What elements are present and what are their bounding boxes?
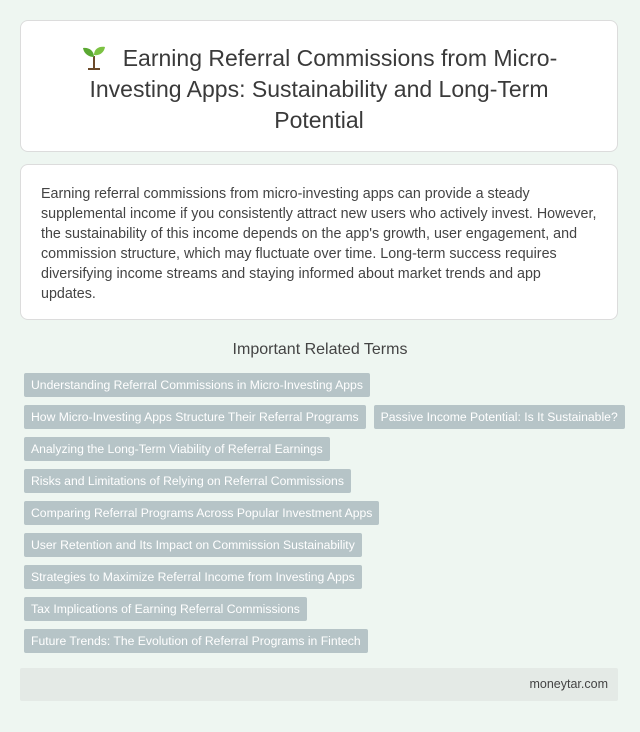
related-term-tag[interactable]: Risks and Limitations of Relying on Referral Commissions	[24, 469, 351, 493]
tag-row	[24, 597, 620, 621]
related-term-tag[interactable]: Understanding Referral Commissions in Micro-Investing Apps	[24, 373, 370, 397]
title-card	[20, 20, 618, 152]
related-term-tag[interactable]: Strategies to Maximize Referral Income from Investing Apps	[24, 565, 362, 589]
related-term-tag[interactable]: Future Trends: The Evolution of Referral Programs in Fintech	[24, 629, 368, 653]
tag-row	[24, 533, 620, 557]
related-term-tag[interactable]: Passive Income Potential: Is It Sustainable?	[374, 405, 625, 429]
related-term-tag[interactable]: Tax Implications of Earning Referral Commissions	[24, 597, 307, 621]
tag-row	[24, 437, 620, 461]
footer	[20, 668, 618, 701]
sprout-icon	[81, 44, 107, 70]
summary-text: Earning referral commissions from micro-investing apps can provide a steady supplemental income if you consistently attract new users who actively invest. However, the sustainability of this income depends on the app's growth, user engagement, and commission structure, which may fluctuate over time. Long-term success requires diversifying income streams and staying informed about market trends and app updates.	[41, 186, 597, 302]
related-term-tag[interactable]: User Retention and Its Impact on Commission Sustainability	[24, 533, 362, 557]
tag-row	[24, 629, 620, 653]
page-title-text: Earning Referral Commissions from Micro-Investing Apps: Sustainability and Long-Term Potential	[89, 45, 558, 133]
related-term-tag[interactable]: How Micro-Investing Apps Structure Their Referral Programs	[24, 405, 366, 429]
related-terms-heading: Important Related Terms	[232, 341, 408, 358]
page-title	[61, 43, 577, 136]
tag-row	[24, 405, 620, 429]
tag-row	[24, 565, 620, 589]
footer-site-link[interactable]: moneytar.com	[529, 677, 608, 691]
related-terms-list	[24, 373, 620, 661]
related-term-tag[interactable]: Analyzing the Long-Term Viability of Referral Earnings	[24, 437, 330, 461]
related-term-tag[interactable]: Comparing Referral Programs Across Popular Investment Apps	[24, 501, 379, 525]
summary-card	[20, 164, 618, 320]
tag-row	[24, 373, 620, 397]
tag-row	[24, 469, 620, 493]
tag-row	[24, 501, 620, 525]
